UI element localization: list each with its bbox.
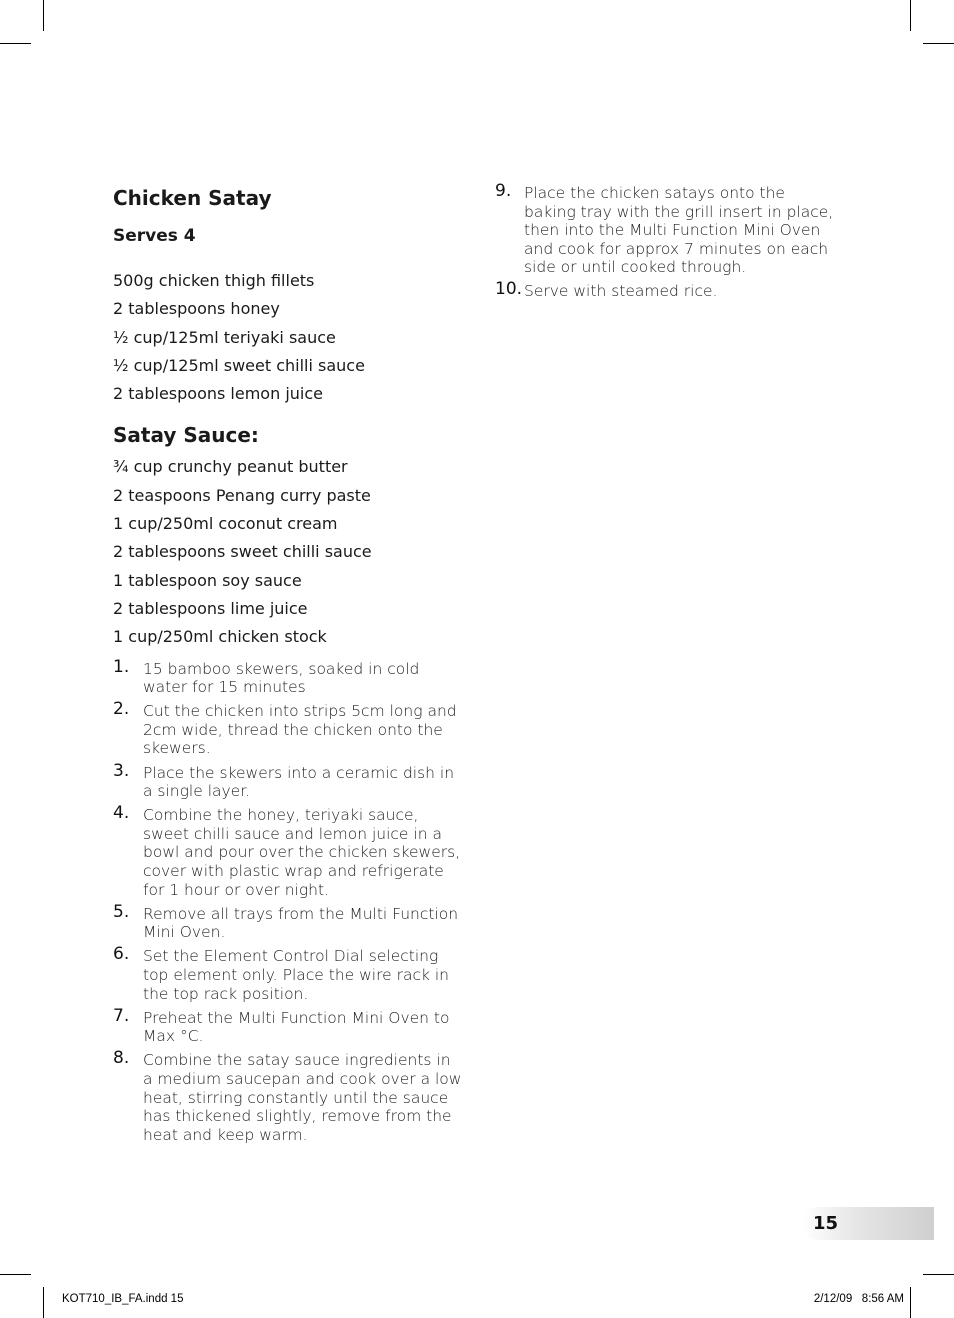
method-step — [113, 656, 463, 697]
method-step — [113, 901, 463, 942]
step-text: Combine the honey, teriyaki sauce, sweet chilli sauce and lemon juice in a bowl and pour over the chicken skewers, cover with plastic wrap and refrigerate for 1 hour or over night. — [143, 806, 461, 899]
sauce-heading: Satay Sauce: — [113, 423, 259, 448]
method-step — [494, 279, 839, 301]
method-step — [113, 1048, 463, 1144]
crop-mark — [910, 1287, 911, 1318]
step-text: Serve with steamed rice. — [524, 282, 718, 301]
step-text: Remove all trays from the Multi Function Mini Oven. — [143, 904, 459, 942]
step-number: 8. — [113, 1048, 130, 1069]
step-number: 3. — [113, 760, 130, 781]
step-text: 15 bamboo skewers, soaked in cold water for 15 minutes — [143, 659, 420, 697]
sauce-ingredient-item: 1 cup/250ml chicken stock — [113, 627, 327, 647]
step-text: Combine the satay sauce ingredients in a medium saucepan and cook over a low heat, stirring constantly until the sauce has thickened slightly, remove from the heat and keep warm. — [143, 1051, 462, 1144]
ingredient-item: ½ cup/125ml sweet chilli sauce — [113, 355, 365, 375]
step-number: 5. — [113, 901, 130, 922]
step-number: 9. — [495, 181, 512, 201]
crop-mark — [923, 43, 954, 44]
serves-label: Serves 4 — [113, 226, 196, 246]
step-text: Place the skewers into a ceramic dish in a single layer. — [143, 763, 455, 801]
ingredient-item: ½ cup/125ml teriyaki sauce — [113, 327, 336, 347]
method-step — [494, 181, 839, 277]
sauce-ingredient-item: 1 cup/250ml coconut cream — [113, 514, 338, 534]
method-step — [113, 944, 463, 1003]
sauce-ingredient-item: 2 teaspoons Penang curry paste — [113, 485, 371, 505]
step-text: Set the Element Control Dial selecting top element only. Place the wire rack in the top rack position. — [143, 947, 450, 1003]
ingredient-item: 2 tablespoons lemon juice — [113, 384, 323, 404]
ingredient-list — [113, 267, 463, 408]
method-step — [113, 760, 463, 801]
step-number: 2. — [113, 699, 130, 720]
sauce-ingredient-item: 1 tablespoon soy sauce — [113, 570, 302, 590]
step-number: 6. — [113, 944, 130, 965]
method-step — [113, 699, 463, 758]
slug-filename: KOT710_IB_FA.indd 15 — [62, 1293, 184, 1305]
step-number: 10. — [495, 279, 523, 300]
method-steps-continued — [494, 181, 839, 301]
page-number-tab — [803, 1207, 934, 1240]
sauce-ingredient-item: 2 tablespoons sweet chilli sauce — [113, 542, 372, 562]
crop-mark — [43, 1287, 44, 1318]
step-number: 4. — [113, 803, 130, 824]
step-text: Place the chicken satays onto the baking tray with the grill insert in place, then into the Multi Function Mini Oven and cook for approx 7 minutes on each side or until cooked through. — [524, 184, 834, 277]
slug-datetime: 2/12/09 8:56 AM — [813, 1293, 904, 1305]
crop-mark — [0, 1274, 31, 1275]
crop-mark — [0, 43, 31, 44]
step-text: Preheat the Multi Function Mini Oven to Max °C. — [143, 1008, 450, 1046]
left-column — [113, 184, 463, 1150]
crop-mark — [910, 0, 911, 31]
page-number: 15 — [813, 1213, 839, 1234]
ingredient-item: 500g chicken thigh fillets — [113, 271, 315, 290]
step-text: Cut the chicken into strips 5cm long and 2cm wide, thread the chicken onto the skewers. — [143, 702, 457, 758]
method-steps — [113, 656, 463, 1145]
crop-mark — [923, 1274, 954, 1275]
method-step — [113, 803, 463, 899]
ingredient-item: 2 tablespoons honey — [113, 299, 280, 319]
sauce-ingredient-list — [113, 453, 463, 651]
right-column — [494, 181, 839, 307]
step-number: 7. — [113, 1005, 130, 1026]
recipe-title: Chicken Satay — [113, 186, 272, 210]
sauce-ingredient-item: ¾ cup crunchy peanut butter — [113, 457, 348, 477]
step-number: 1. — [113, 656, 130, 677]
sauce-ingredient-item: 2 tablespoons lime juice — [113, 598, 308, 618]
crop-mark — [43, 0, 44, 31]
method-step — [113, 1005, 463, 1046]
